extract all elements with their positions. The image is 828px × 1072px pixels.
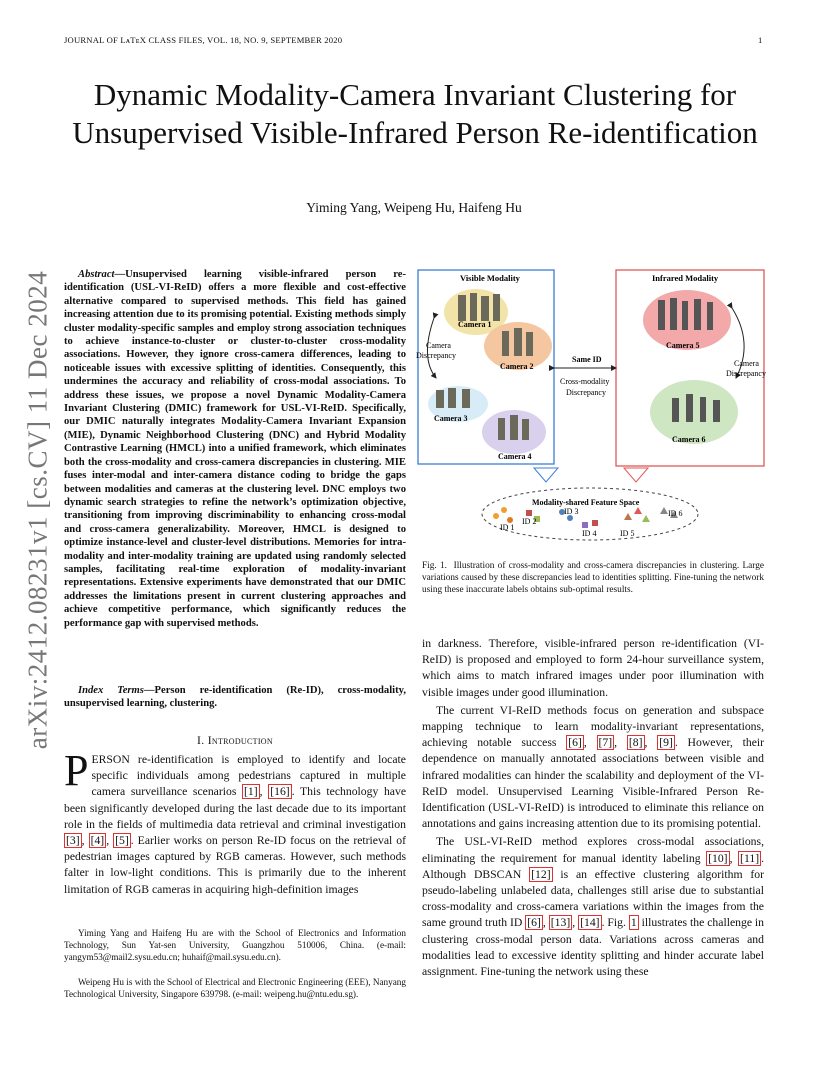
paper-title: Dynamic Modality-Camera Invariant Clustering for Unsupervised Visible-Infrared Person Re-identification [72, 77, 758, 150]
abstract-text: —Unsupervised learning visible-infrared person re-identification (USL-VI-ReID) offers a more flexible and cost-effective alternative compared to supervised methods. This field has gained increasing attention due to its promising potential. Existing methods simply cluster modality-specific samples and employ strong association techniques to achieve instance-to-cluster or cluster-to-cluster cross-modality associations. However, they ignore cross-camera differences, leading to noticeable issues with excessive splitting of identities. Consequently, this undermines the accuracy and reliability of cross-modal associations. To address these issues, we propose a novel Dynamic Modality-Camera Invariant Clustering (DMIC) framework for USL-VI-ReID. Specifically, our DMIC naturally integrates Modality-Camera Invariant Expansion (MIE), Dynamic Neighborhood Clustering (DNC) and Hybrid Modality Contrastive Learning (HMCL) into a unified framework, which eliminates both the cross-modality and cross-camera discrepancies in clustering. MIE fuses inter-modal and inter-camera distance coding to bridge the gaps between modalities and cameras at the clustering level. DNC employs two dynamic search strategies to refine the network’s optimization objective, transitioning from improving discriminability to enhancing cross-modal and cross-camera generalizability. Moreover, HMCL is designed to optimize instance-level and cluster-level distributions. Memories for intra-modality and inter-modality training are updated using randomly selected samples, facilitating real-time exploration of modality-invariant representations. Extensive experiments have demonstrated that our DMIC addresses the limitations present in current clustering approaches and achieve competitive performance, which significantly reduces the performance gap with supervised methods. [64, 269, 406, 629]
camera-6-label: Camera 6 [672, 435, 706, 444]
footnote-affiliation-2: Weipeng Hu is with the School of Electrical and Electronic Engineering (EEE), Nanyang Technological University, Singapore 639798. (e-mail: weipeng.hu@ntu.edu.sg). [64, 977, 406, 999]
camera-1-label: Camera 1 [458, 320, 492, 329]
intro-text: . This technology have been significantly developed during the last decade due to its important role in the fields of multimedia data retrieval and criminal investigation [64, 785, 407, 831]
citation-link[interactable]: [16] [270, 785, 290, 799]
footnote-affiliation-1: Yiming Yang and Haifeng Hu are with the School of Electronics and Information Technology, Sun Yat-sen University, Guangzhou 510006, China. (e-mail: yangym53@mail2.sysu.edu.cn; huhaif@mail.sysu.edu.cn). [64, 928, 406, 962]
infrared-down-arrow [624, 468, 648, 482]
caption-label: Fig. 1. [422, 561, 447, 571]
paragraph-text: The USL-VI-ReID method explores cross-modal associations, eliminating the requirement for manual identity labeling [422, 835, 764, 865]
arxiv-stamp-text: arXiv:2412.08231v1 [cs.CV] 11 Dec 2024 [22, 270, 53, 750]
citation-link[interactable]: [5] [115, 834, 129, 848]
infrared-modality-title: Infrared Modality [652, 273, 719, 283]
index-terms [64, 684, 406, 711]
id-5-label: ID 5 [620, 529, 635, 538]
id-4-label: ID 4 [582, 529, 597, 538]
figure-link[interactable]: 1 [630, 916, 637, 930]
camera-5-label: Camera 5 [666, 341, 700, 350]
cross-modality-label-2: Discrepancy [566, 388, 606, 397]
paragraph-text: . Fig. [601, 916, 629, 930]
journal-header: JOURNAL OF LᴀTᴇX CLASS FILES, VOL. 18, NO. 9, SEPTEMBER 2020 [64, 35, 343, 45]
paragraph-text: The current VI-ReID methods focus on generation and subspace mapping technique to learn modality-invariant representations, achieving notable success [422, 703, 764, 750]
citation-link[interactable]: [1] [244, 785, 258, 799]
camera-4-label: Camera 4 [498, 452, 532, 461]
caption-text: Illustration of cross-modality and cross-camera discrepancies in clustering. Large variations caused by these discrepancies lead to identities splitting. Fine-tuning the network using these inaccurate labels obtains sub-optimal results. [422, 561, 764, 595]
visible-modality-title: Visible Modality [460, 273, 520, 283]
shared-space-label: Modality-shared Feature Space [532, 498, 640, 507]
citation-link[interactable]: [13] [550, 916, 571, 930]
paragraph-text: illustrates the challenge in clustering cross-modal person data. Variations across cameras and modalities lead to excessive identity splitting and hinder accurate label assignment. Fine-tuning the network using these [422, 916, 765, 979]
same-id-label: Same ID [572, 355, 602, 364]
citation-link[interactable]: [8] [628, 736, 643, 750]
paragraph-text: is an effective clustering algorithm for pseudo-labeling unlabeled data, challenges still arise due to substantial cross-modality and cross-camera variations within the images from the same ground truth ID [422, 867, 764, 930]
camera-discrepancy-label-right: Camera [734, 359, 759, 368]
section-heading [64, 734, 406, 747]
citation-link[interactable]: [14] [580, 916, 600, 930]
cross-modality-label-1: Cross-modality [560, 377, 610, 386]
citation-link[interactable]: [9] [659, 736, 673, 750]
id-6-label: ID 6 [668, 509, 683, 518]
figure-caption [422, 561, 764, 596]
citation-link[interactable]: [10] [708, 851, 728, 865]
figure-illustration [414, 268, 768, 550]
drop-cap: P [64, 746, 89, 795]
camera-3-label: Camera 3 [434, 414, 468, 423]
camera-discrepancy-label-left: Camera [426, 341, 451, 350]
citation-link[interactable]: [6] [568, 736, 582, 750]
intro-lead: ERSON [91, 753, 130, 766]
paragraph-text: . However, their dependence on manually annotated associations between visible and infrared modalities can hinder the scalability and deployment of the VI-ReID model. Unsupervised Learning Visible-Infrared Person Re-Identification (USL-VI-ReID) is introduced to eliminate this reliance on annotations and gains increasing attention due to its promising potential. [422, 736, 765, 831]
intro-text: , [259, 785, 269, 799]
abstract-label: Abstract [78, 269, 115, 280]
page-number: 1 [758, 35, 763, 45]
feature-points [493, 507, 678, 528]
intro-text: re-identification is employed to identify and locate specific individuals among pedestrians captured in multiple camera surveillance scenarios [91, 753, 406, 799]
paragraph: The USL-VI-ReID method explores cross-modal associations, eliminating the requirement for manual identity labeling [10] , [11] . Although DBSCAN [12] is an effective clustering algorithm for pseudo-labeling unlabeled data, challenges still arise due to substantial cross-modality and cross-camera variations within the images from the same ground truth ID [6] , [13] , [14] . Fig. 1 illustrates the challenge in clustering cross-modal person data. Variations across cameras and modalities lead to excessive identity splitting and hinder accurate label assignment. Fine-tuning the network using these [422, 835, 765, 979]
citation-link[interactable]: [4] [90, 834, 105, 848]
visible-down-arrow [534, 468, 558, 482]
camera-2-label: Camera 2 [500, 362, 534, 371]
citation-link[interactable]: [7] [598, 736, 613, 750]
camera-discrepancy-label-right-2: Discrepancy [726, 369, 766, 378]
paragraph-text: . Although DBSCAN [422, 851, 765, 881]
section-title: Introduction [207, 734, 273, 747]
arxiv-stamp [8, 270, 68, 750]
section-number: I. [197, 734, 205, 747]
camera-discrepancy-label-left-2: Discrepancy [416, 351, 456, 360]
intro-text: , [81, 834, 89, 848]
intro-paragraph [64, 746, 407, 898]
paragraph: The current VI-ReID methods focus on generation and subspace mapping technique to learn modality-invariant representations, achieving notable success [6] , [7] , [8] , [9] . However, their dependence on manually annotated associations between visible and infrared modalities can hinder the scalability and deployment of the VI-ReID model. Unsupervised Learning Visible-Infrared Person Re-Identification (USL-VI-ReID) is introduced to eliminate this reliance on annotations and gains increasing attention due to its promising potential. [422, 703, 765, 831]
citation-link[interactable]: [6] [527, 916, 541, 930]
intro-text: . Earlier works on person Re-ID focus on the retrieval of pedestrian images captured by RGB cameras. However, such methods falter in low-light conditions. This is primarily due to the inherent limitation of RGB cameras in acquiring high-definition images [64, 834, 406, 896]
index-terms-text: —Person re-identification (Re-ID), cross-modality, unsupervised learning, clustering. [64, 685, 406, 710]
id-3-label: ID 3 [564, 507, 579, 516]
author-list: Yiming Yang, Weipeng Hu, Haifeng Hu [306, 200, 522, 215]
citation-link[interactable]: [11] [740, 851, 760, 865]
intro-text: , [106, 834, 114, 848]
citation-link[interactable]: [12] [531, 867, 551, 881]
id-1-label: ID 1 [500, 523, 515, 532]
index-terms-label: Index Terms [78, 685, 144, 696]
figure-1 [414, 268, 768, 550]
citation-link[interactable]: [3] [66, 834, 80, 848]
id-2-label: ID 2 [522, 517, 537, 526]
abstract [64, 268, 406, 630]
right-column-text [422, 636, 764, 980]
paragraph: in darkness. Therefore, visible-infrared person re-identification (VI-ReID) is proposed and employed to form 24-hour surveillance system, which aims to match infrared images under poor illumination with visible images under good illumination. [422, 637, 764, 699]
